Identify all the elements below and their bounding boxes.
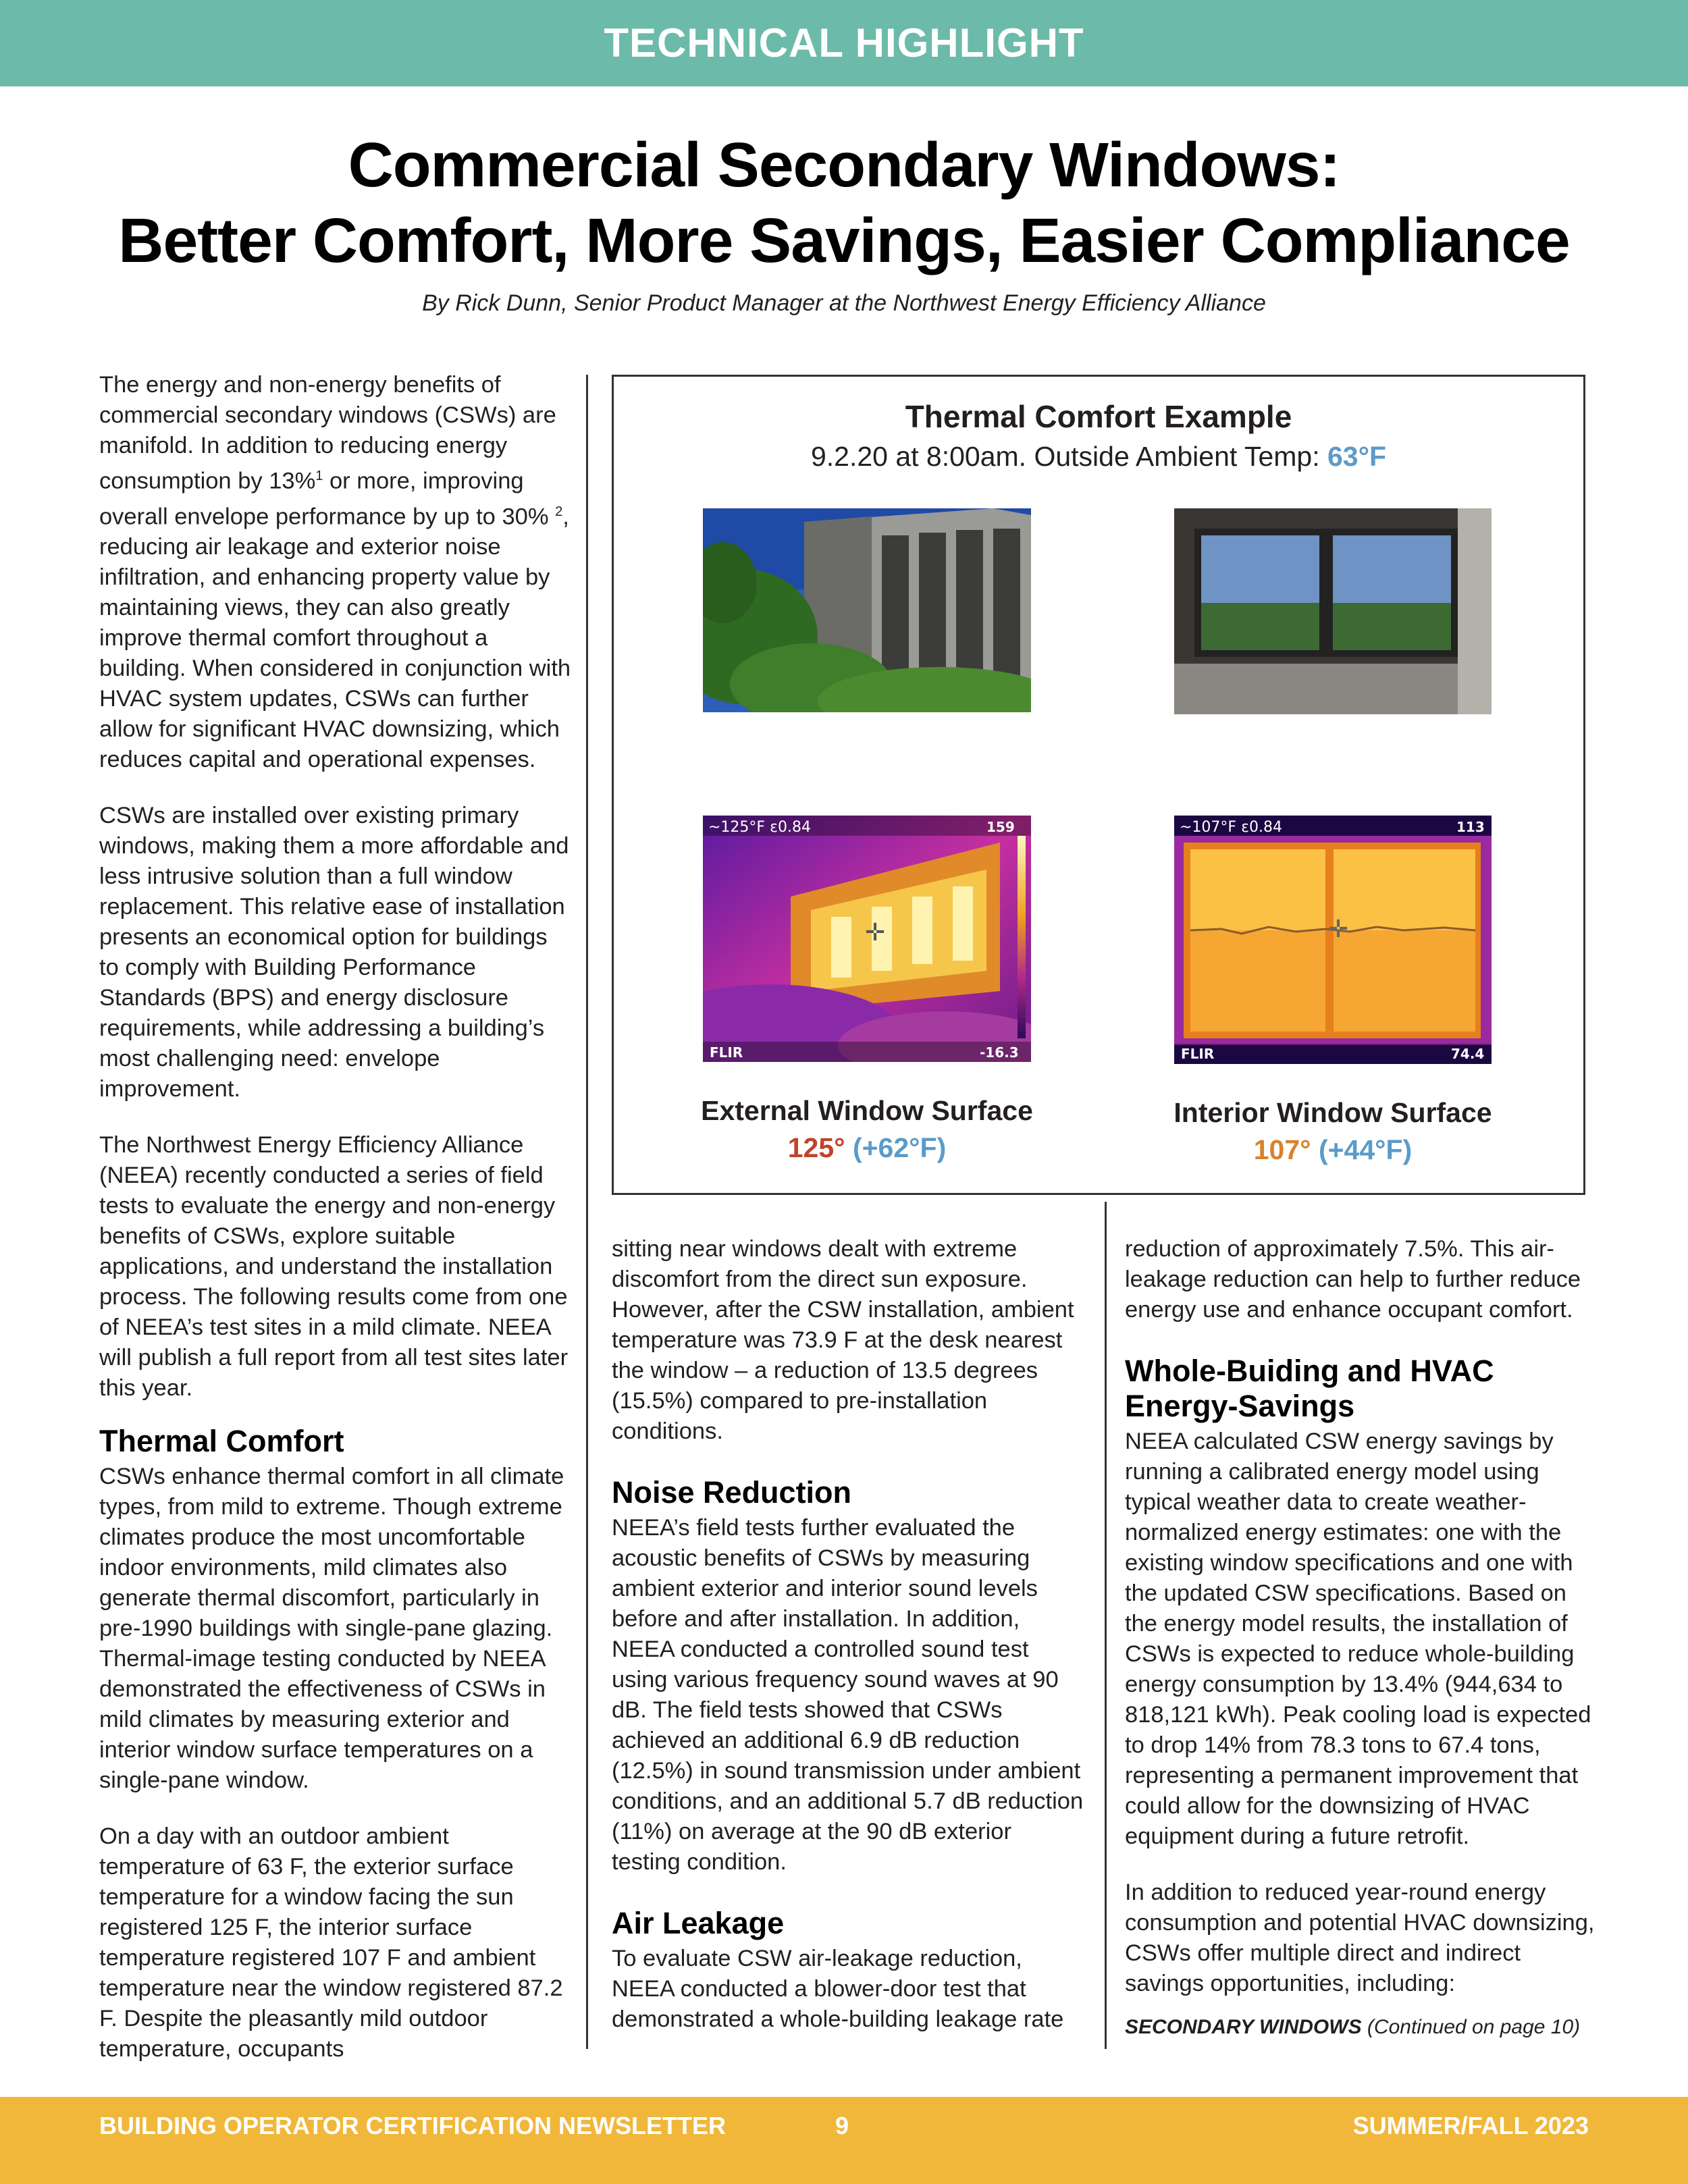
thermo-max: 159	[986, 819, 1015, 835]
paragraph: reduction of approximately 7.5%. This air-leakage reduction can help to further reduce energy use and enhance occupant comfort.	[1125, 1236, 1581, 1323]
interior-thermal-image	[1174, 816, 1492, 1064]
caption-temp: 125° (+62°F)	[787, 1132, 947, 1163]
paragraph: The energy and non-energy benefits of commercial secondary windows (CSWs) are manifold. In addition to reducing energy consumption by 13%$^1$ or more, improving overall envelope performance by up to 30% $^2$, reducing air leakage and exterior noise infiltration, and enhancing property value by maintaining views, they can also greatly improve thermal comfort throughout a building. When considered in conjunction with HVAC system updates, CSWs can further allow for significant HVAC downsizing, which reduces capital and operational expenses.	[99, 372, 571, 772]
thermo-max: 113	[1456, 819, 1485, 835]
paragraph: On a day with an outdoor ambient temperature of 63 F, the exterior surface temperature for a window facing the sun registered 125 F, the interior surface temperature registered 107 F and ambient temperature near the window registered 87.2 F. Despite the pleasantly mild outdoor temperature, occupants	[99, 1823, 563, 2062]
exterior-caption	[664, 1092, 1070, 1167]
figure-subtitle: 9.2.20 at 8:00am. Outside Ambient Temp: 63°F	[810, 441, 1387, 472]
caption-temp: 107° (+44°F)	[1253, 1134, 1413, 1165]
footer-bar	[0, 2097, 1688, 2184]
paragraph: NEEA’s field tests further evaluated the acoustic benefits of CSWs by measuring ambient exterior and interior sound levels before and after installation. In addition, NEEA conducted a controlled sound test using various frequency sound waves at 90 dB. The field tests showed that CSWs achieved an additional 6.9 dB reduction (12.5%) in sound transmission under ambient conditions, and an additional 5.7 dB reduction (11%) on average at the 90 dB exterior testing condition.	[612, 1515, 1084, 1875]
paragraph: CSWs are installed over existing primary windows, making them a more affordable and less intrusive solution than a full window replacement. This relative ease of installation presents an economical option for buildings to comply with Building Performance Standards (BPS) and energy disclosure requirements, while addressing a building’s most challenging need: envelope improvement.	[99, 803, 569, 1102]
thermo-reading: ~107°F ε0.84	[1180, 819, 1282, 836]
exterior-building-photo	[703, 508, 1031, 712]
column-2	[612, 1234, 1084, 2060]
byline: By Rick Dunn, Senior Product Manager at the Northwest Energy Efficiency Alliance	[422, 290, 1266, 316]
article-title	[0, 127, 1688, 278]
thermo-min: 74.4	[1451, 1046, 1485, 1062]
interior-caption	[1130, 1094, 1535, 1169]
column-divider	[586, 375, 588, 2049]
thermal-comfort-figure	[612, 375, 1585, 1195]
paragraph: CSWs enhance thermal comfort in all climate types, from mild to extreme. Though extreme climates produce the most uncomfortable indoor environments, mild climates also generate thermal discomfort, particularly in pre-1990 buildings with single-pane glazing. Thermal-image testing conducted by NEEA demonstrated the effectiveness of CSWs in mild climates by measuring exterior and interior window surface temperatures on a single-pane window.	[99, 1464, 564, 1793]
figure-title: Thermal Comfort Example	[905, 399, 1292, 434]
caption-title: External Window Surface	[701, 1095, 1033, 1126]
svg-text:✛: ✛	[1328, 915, 1349, 943]
page-number: 9	[835, 2112, 849, 2139]
outside-temp: 63°F	[1327, 441, 1387, 472]
flir-logo: FLIR	[1181, 1046, 1215, 1062]
paragraph: To evaluate CSW air-leakage reduction, NEEA conducted a blower-door test that demonstrated a whole-building leakage rate	[612, 1946, 1064, 2032]
thermo-reading: ~125°F ε0.84	[708, 819, 811, 836]
heading-thermal-comfort: Thermal Comfort	[99, 1424, 344, 1458]
paragraph: NEEA calculated CSW energy savings by running a calibrated energy model using typical weather data to create weather-normalized energy estimates: one with the existing window specifications and one with the updated CSW specifications. Based on the energy model results, the installation of CSWs is expected to reduce whole-building energy consumption by 13.4% (944,634 to 818,121 kWh). Peak cooling load is expected to drop 14% from 78.3 tons to 67.4 tons, representing a permanent improvement that could allow for the downsizing of HVAC equipment during a future retrofit.	[1125, 1429, 1591, 1849]
flir-logo: FLIR	[710, 1044, 743, 1061]
paragraph: In addition to reduced year-round energy consumption and potential HVAC downsizing, CSWs offer multiple direct and indirect savings opportunities, including:	[1125, 1880, 1595, 1996]
caption-title: Interior Window Surface	[1173, 1097, 1492, 1128]
paragraph: The Northwest Energy Efficiency Alliance (NEEA) recently conducted a series of field tests to evaluate the energy and non-energy benefits of CSWs, explore suitable applications, and understand the installation process. The following results come from one of NEEA’s test sites in a mild climate. NEEA will publish a full report from all test sites later this year.	[99, 1132, 569, 1401]
column-divider	[1105, 1202, 1107, 2049]
continued-note: SECONDARY WINDOWS (Continued on page 10)	[1125, 2016, 1581, 2038]
heading-air-leakage: Air Leakage	[612, 1906, 785, 1940]
newsletter-name: BUILDING OPERATOR CERTIFICATION NEWSLETTER	[99, 2112, 726, 2139]
title-line-2: Better Comfort, More Savings, Easier Compliance	[118, 205, 1570, 275]
interior-window-photo	[1174, 508, 1492, 714]
column-3	[1125, 1234, 1598, 2025]
heading-noise-reduction: Noise Reduction	[612, 1475, 852, 1510]
continued-label: SECONDARY WINDOWS	[1125, 2016, 1362, 2038]
thermo-min: -16.3	[980, 1044, 1019, 1061]
heading-whole-building: Whole-Buiding and HVAC Energy-Savings	[1125, 1354, 1494, 1423]
column-1	[99, 370, 572, 2090]
title-line-1: Commercial Secondary Windows:	[348, 130, 1340, 200]
exterior-thermal-image	[703, 816, 1031, 1062]
issue-date: SUMMER/FALL 2023	[1352, 2112, 1589, 2139]
svg-text:✛: ✛	[865, 919, 886, 947]
section-banner: TECHNICAL HIGHLIGHT	[0, 0, 1688, 86]
paragraph: sitting near windows dealt with extreme discomfort from the direct sun exposure. However, after the CSW installation, ambient temperature was 73.9 F at the desk nearest the window – a reduction of 13.5 degrees (15.5%) compared to pre-installation conditions.	[612, 1236, 1074, 1444]
